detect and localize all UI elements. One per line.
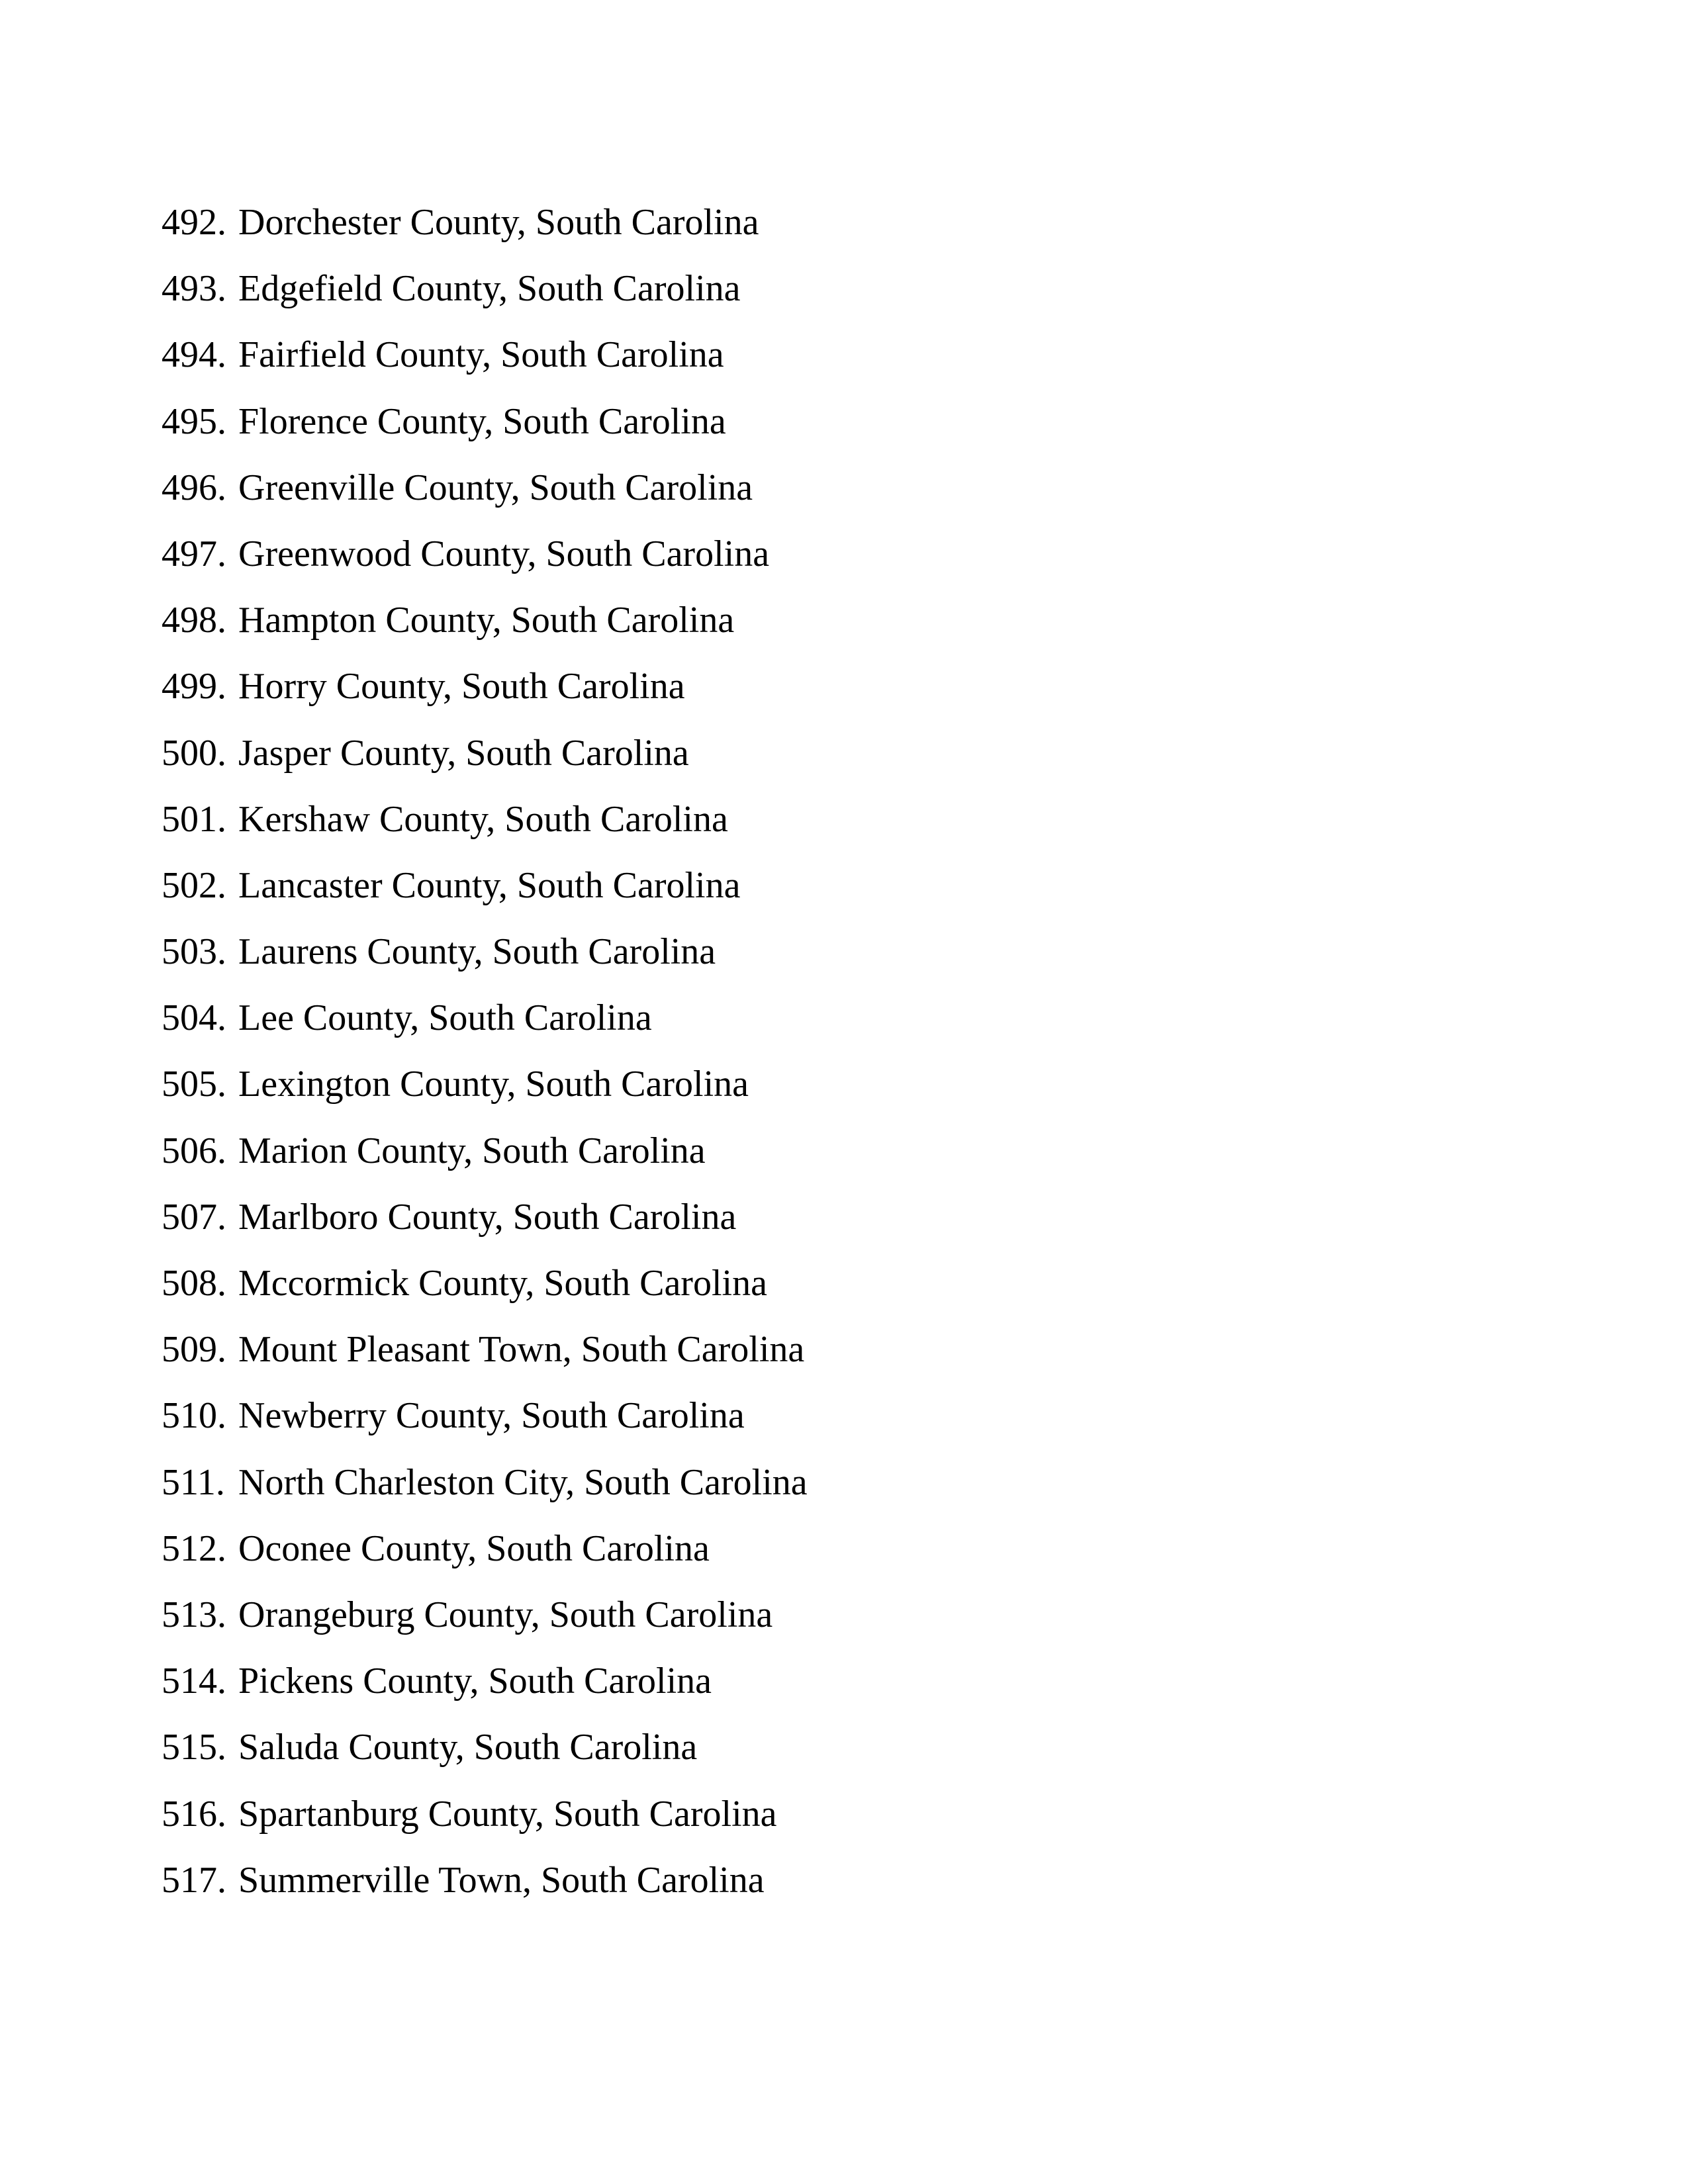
list-item-text: Greenwood County, South Carolina bbox=[238, 533, 770, 574]
list-item bbox=[162, 1323, 808, 1389]
list-item-number: 497. bbox=[162, 533, 226, 574]
list-item-number: 498. bbox=[162, 600, 226, 641]
list-item bbox=[162, 527, 808, 594]
list-item-number: 512. bbox=[162, 1527, 226, 1569]
list-item bbox=[162, 1191, 808, 1257]
list-item-number: 508. bbox=[162, 1263, 226, 1304]
list-item-text: Marion County, South Carolina bbox=[238, 1130, 706, 1171]
list-item bbox=[162, 1257, 808, 1323]
list-item-text: Mount Pleasant Town, South Carolina bbox=[238, 1329, 805, 1371]
list-item bbox=[162, 1124, 808, 1191]
list-item-text: Kershaw County, South Carolina bbox=[238, 798, 728, 840]
list-item-text: Marlboro County, South Carolina bbox=[238, 1196, 737, 1238]
list-item bbox=[162, 328, 808, 394]
list-item-text: Orangeburg County, South Carolina bbox=[238, 1594, 773, 1635]
list-item bbox=[162, 1721, 808, 1787]
list-item bbox=[162, 859, 808, 925]
list-item-text: Laurens County, South Carolina bbox=[238, 931, 716, 973]
list-item-number: 495. bbox=[162, 400, 226, 442]
numbered-list bbox=[162, 196, 808, 1920]
list-item-number: 510. bbox=[162, 1395, 226, 1437]
list-item bbox=[162, 461, 808, 527]
list-item-number: 509. bbox=[162, 1329, 226, 1371]
list-item-text: Hampton County, South Carolina bbox=[238, 600, 735, 641]
list-item bbox=[162, 1058, 808, 1124]
list-item-number: 517. bbox=[162, 1859, 226, 1901]
list-item-text: Mccormick County, South Carolina bbox=[238, 1263, 767, 1304]
list-item-number: 504. bbox=[162, 997, 226, 1039]
list-item-number: 494. bbox=[162, 334, 226, 376]
list-item-number: 496. bbox=[162, 467, 226, 508]
list-item-text: Dorchester County, South Carolina bbox=[238, 202, 759, 243]
list-item-text: Lancaster County, South Carolina bbox=[238, 864, 741, 906]
list-item bbox=[162, 1788, 808, 1854]
list-item-number: 515. bbox=[162, 1727, 226, 1768]
list-item-number: 507. bbox=[162, 1196, 226, 1238]
list-item-number: 506. bbox=[162, 1130, 226, 1171]
list-item bbox=[162, 1588, 808, 1655]
list-item-text: Greenville County, South Carolina bbox=[238, 467, 753, 508]
list-item-number: 514. bbox=[162, 1661, 226, 1702]
list-item-text: Lee County, South Carolina bbox=[238, 997, 652, 1039]
list-item-text: Newberry County, South Carolina bbox=[238, 1395, 745, 1437]
list-item-number: 511. bbox=[162, 1461, 225, 1503]
list-item bbox=[162, 660, 808, 726]
list-item bbox=[162, 196, 808, 262]
list-item bbox=[162, 925, 808, 991]
list-item-text: Summerville Town, South Carolina bbox=[238, 1859, 765, 1901]
list-item bbox=[162, 793, 808, 859]
list-item-number: 501. bbox=[162, 798, 226, 840]
list-item-number: 503. bbox=[162, 931, 226, 973]
list-item-text: Jasper County, South Carolina bbox=[238, 732, 689, 774]
list-item-text: Pickens County, South Carolina bbox=[238, 1661, 712, 1702]
list-item-number: 499. bbox=[162, 666, 226, 707]
list-item-text: Edgefield County, South Carolina bbox=[238, 268, 741, 310]
list-item-number: 492. bbox=[162, 202, 226, 243]
list-item-text: Fairfield County, South Carolina bbox=[238, 334, 724, 376]
list-item-text: Lexington County, South Carolina bbox=[238, 1064, 749, 1105]
list-item-text: Oconee County, South Carolina bbox=[238, 1527, 710, 1569]
list-item-number: 493. bbox=[162, 268, 226, 310]
list-item bbox=[162, 1456, 808, 1522]
list-item-text: Saluda County, South Carolina bbox=[238, 1727, 698, 1768]
list-item bbox=[162, 727, 808, 793]
list-item bbox=[162, 262, 808, 328]
list-item-text: Horry County, South Carolina bbox=[238, 666, 685, 707]
list-item bbox=[162, 594, 808, 660]
list-item-number: 500. bbox=[162, 732, 226, 774]
list-item-text: Spartanburg County, South Carolina bbox=[238, 1793, 777, 1835]
list-item bbox=[162, 1389, 808, 1455]
list-item bbox=[162, 1522, 808, 1588]
list-item-number: 502. bbox=[162, 864, 226, 906]
list-item-text: Florence County, South Carolina bbox=[238, 400, 726, 442]
list-item-number: 505. bbox=[162, 1064, 226, 1105]
list-item-text: North Charleston City, South Carolina bbox=[238, 1461, 808, 1503]
list-item-number: 516. bbox=[162, 1793, 226, 1835]
list-item bbox=[162, 1655, 808, 1721]
list-item bbox=[162, 395, 808, 461]
list-item bbox=[162, 1854, 808, 1920]
list-item-number: 513. bbox=[162, 1594, 226, 1635]
list-item bbox=[162, 991, 808, 1058]
